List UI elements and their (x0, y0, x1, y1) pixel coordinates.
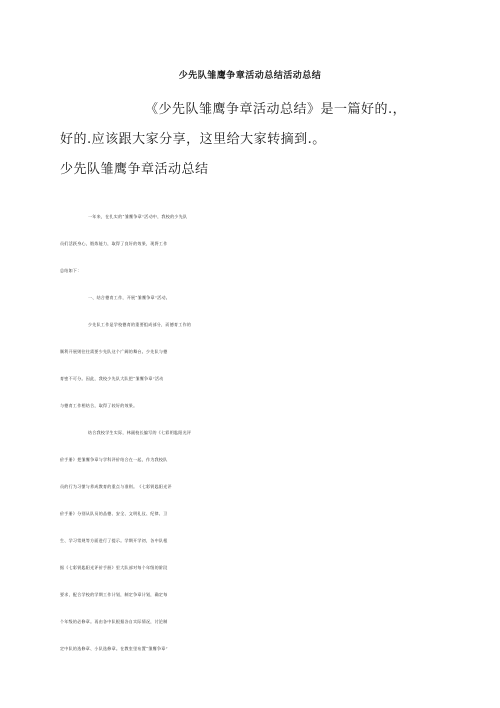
section-subtitle: 少先队雏鹰争章活动总结 (60, 162, 209, 177)
body-line: 个年级的必修章。再由各中队根据各自实际情况，讨论制 (60, 619, 168, 624)
body-line: 一年来，在扎实的“雏鹰争章”活动中，我校的少先队 (88, 214, 188, 219)
body-line: 少先队工作是学校德育的重要组成部分，而德育工作的 (88, 322, 192, 327)
body-line: 育密不可分。因此，我校少先队大队把“雏鹰争章”活动 (60, 376, 164, 381)
body-line: 员的行为习惯与养成教育的重点与准则。《七彩钥匙阳光评 (60, 484, 172, 489)
intro-line-1: 《少先队雏鹰争章活动总结》是一篇好的.， (145, 102, 407, 117)
intro-line-2: 好的.应该跟大家分享，这里给大家转摘到.。 (60, 132, 326, 147)
document-title: 少先队雏鹰争章活动总结活动总结 (178, 71, 322, 81)
body-line: 生、学习常规等方面进行了提示。学期开学初，各中队根 (60, 538, 168, 543)
body-line: 价手册》把雏鹰争章与学科评价结合在一起，作为我校队 (60, 457, 168, 462)
body-line: 顺利开展则往往需要少先队这个广阔的舞台。少先队与德 (60, 349, 168, 354)
section-heading: 一、结合德育工作，开展“雏鹰争章”活动。 (88, 295, 171, 300)
body-line: 结合我校学生实际，林副校长编写的《七彩钥匙阳光评 (88, 430, 192, 435)
body-line: 要求，配合学校的学期工作计划，制定争章计划，确定每 (60, 592, 168, 597)
body-line: 价手册》分别从队员的品德、安全、文明礼仪、纪律、卫 (60, 511, 168, 516)
body-line: 定中队的选修章、小队选修章。在教室里布置“雏鹰争章” (60, 646, 168, 651)
body-line: 据《七彩钥匙阳光评价手册》里大队部对每个年级的阶段 (60, 565, 168, 570)
body-line: 员们活跃身心，锻炼能力，取得了良好的效果，现将工作 (60, 241, 168, 246)
body-line: 总结如下： (60, 268, 82, 273)
body-line: 与德育工作相结合，取得了较好的效果。 (60, 403, 138, 408)
